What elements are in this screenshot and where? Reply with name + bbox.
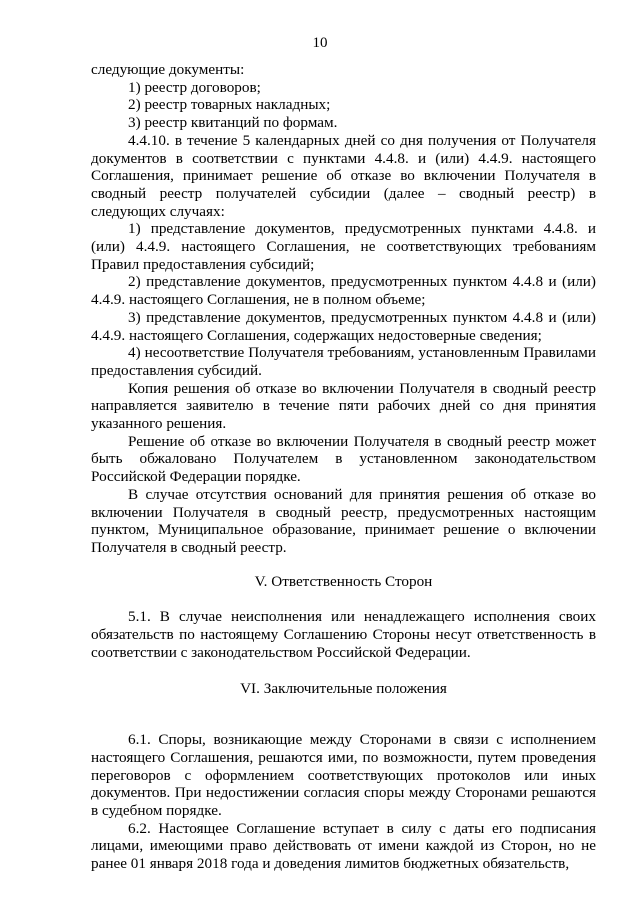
list-item: 2) представление документов, предусмотренных пунктом 4.4.8 и (или) 4.4.9. настоящего Соглашения, не в полном объеме; (91, 273, 596, 309)
clause-5-1: 5.1. В случае неисполнения или ненадлежащего исполнения своих обязательств по настоящему Соглашению Стороны несут ответственность в соответствии с законодательством Российской Федерации. (91, 608, 596, 661)
list-item: 3) реестр квитанций по формам. (128, 114, 338, 132)
clause-4-4-10: 4.4.10. в течение 5 календарных дней со дня получения от Получателя документов в соответствии с пунктами 4.4.8. и (или) 4.4.9. настоящего Соглашения, принимает решение об отказе во включении Получателя в сводный реестр получателей субсидии (далее – сводный реестр) в следующих случаях: (91, 131, 596, 220)
document-body (91, 61, 596, 873)
paragraph: Решение об отказе во включении Получателя в сводный реестр может быть обжаловано Получателем в установленном законодательством Российской Федерации порядке. (91, 432, 596, 486)
list-item: 1) представление документов, предусмотренных пунктами 4.4.8. и (или) 4.4.9. настоящего Соглашения, не соответствующих требованиям Правил предоставления субсидий; (91, 220, 596, 273)
section-heading-vi: VI. Заключительные положения (240, 679, 447, 697)
list-item: 1) реестр договоров; (128, 78, 261, 96)
list-item: 4) несоответствие Получателя требованиям, установленным Правилами предоставления субсидий. (91, 344, 596, 379)
paragraph: следующие документы: (91, 61, 245, 78)
paragraph: Копия решения об отказе во включении Получателя в сводный реестр направляется заявителю в течение пяти рабочих дней со дня принятия указанного решения. (91, 379, 596, 433)
clause-6-2: 6.2. Настоящее Соглашение вступает в силу с даты его подписания лицами, имеющими право действовать от имени каждой из Сторон, но не ранее 01 января 2018 года и доведения лимитов бюджетных обязательств, (91, 819, 596, 873)
section-heading-v: V. Ответственность Сторон (254, 572, 433, 590)
list-item: 3) представление документов, предусмотренных пунктом 4.4.8 и (или) 4.4.9. настоящего Соглашения, содержащих недостоверные сведения; (91, 308, 596, 344)
page-number: 10 (312, 35, 328, 51)
paragraph: В случае отсутствия оснований для принятия решения об отказе во включении Получателя в сводный реестр, предусмотренных настоящим пунктом, Муниципальное образование, принимает решение о включении Получателя в сводный реестр. (91, 485, 596, 556)
list-item: 2) реестр товарных накладных; (128, 96, 331, 114)
clause-6-1: 6.1. Споры, возникающие между Сторонами в связи с исполнением настоящего Соглашения, решаются ими, по возможности, путем проведения переговоров с оформлением соответствующих протоколов или иных документов. При недостижении согласия споры между Сторонами решаются в судебном порядке. (91, 731, 596, 820)
